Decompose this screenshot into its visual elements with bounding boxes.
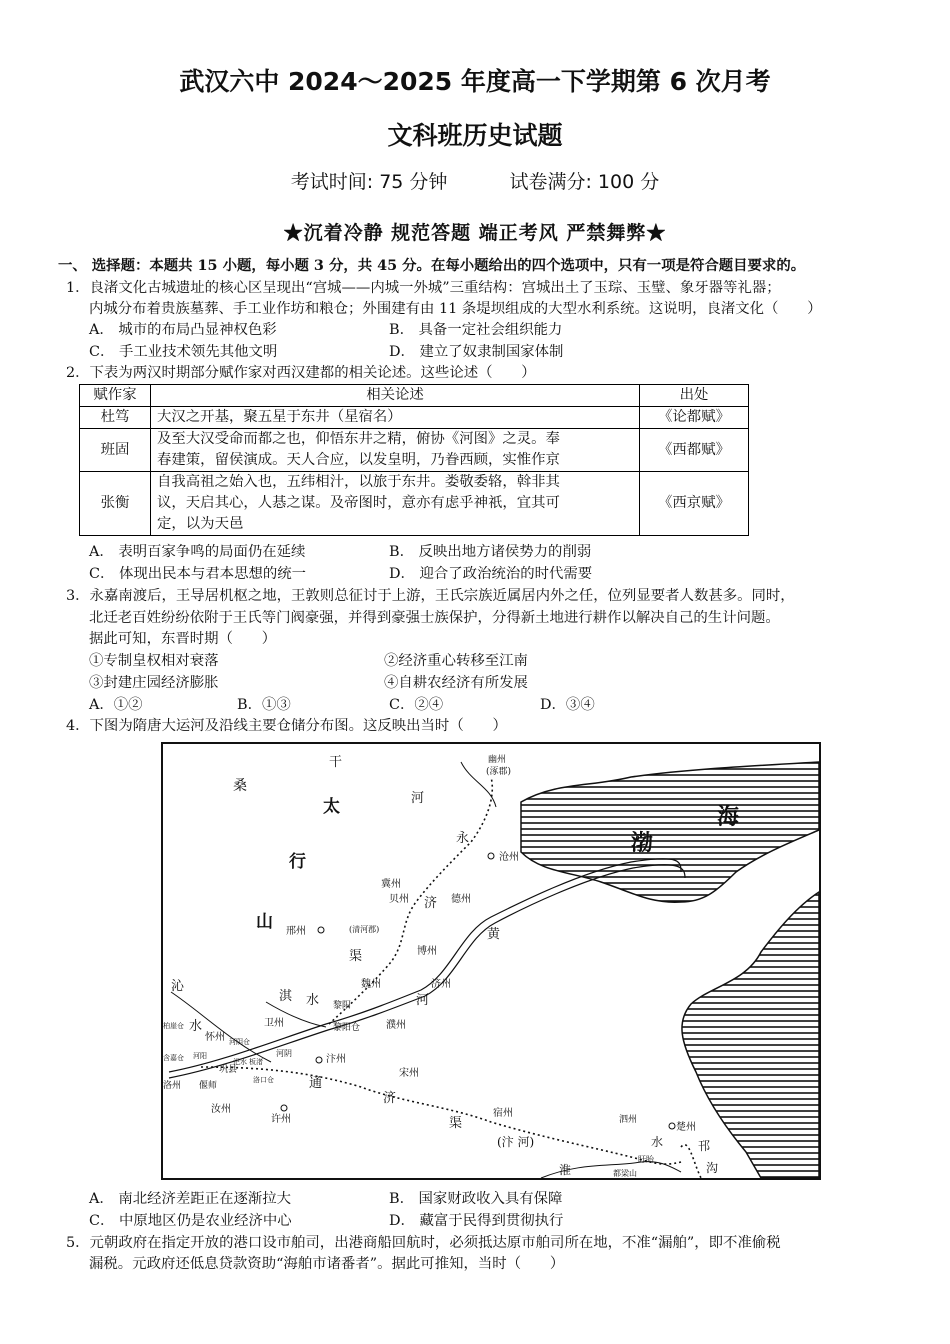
exam-motto: ★沉着冷静 规范答题 端正考风 严禁舞弊★ [283, 222, 667, 244]
q4-option-b[interactable]: B． 国家财政收入具有保障 [389, 1191, 563, 1207]
map-label: 含嘉仓 [163, 1054, 184, 1062]
q3-line2: 北迁老百姓纷纷依附于王氏等门阀豪强，并得到豪强士族保护，分得新土地进行耕作以解决自己的生计问题。 [89, 610, 780, 626]
map-label: 行 [289, 852, 306, 872]
map-label: 黎阳仓 [333, 1023, 361, 1033]
table-cell-author: 张衡 [80, 472, 151, 536]
map-label: 邢州 [286, 926, 306, 937]
map-label: 河阴 [276, 1049, 292, 1058]
q5-line2: 漏税。元政府还低息贷款资助“海舶市诸番者”。据此可推知，当时（ ） [89, 1256, 565, 1272]
map-label: 泗州 [619, 1115, 638, 1125]
grand-canal-map [161, 742, 821, 1180]
map-label: 淇 [279, 989, 293, 1004]
section-heading: 一、 选择题：本题共 15 小题，每小题 3 分，共 45 分。在每小题给出的四个选项中，只有一项是符合题目要求的。 [58, 257, 806, 274]
city-marker [318, 927, 324, 933]
table-cell-line: 定，以为天邑 [157, 516, 244, 532]
map-label: 魏州 [361, 979, 381, 990]
map-label: 幽州 [488, 755, 507, 765]
map-label: 汝州 [211, 1104, 231, 1115]
map-label: 沧州 [499, 852, 519, 863]
map-label: 山 [256, 912, 273, 932]
map-label: 河阴仓 [229, 1038, 250, 1046]
table-cell-author: 班固 [80, 429, 151, 472]
map-label: 德州 [451, 894, 471, 905]
map-svg [161, 742, 821, 1180]
map-label: 博州 [417, 946, 437, 957]
q1-option-d[interactable]: D． 建立了奴隶制国家体制 [389, 344, 564, 360]
map-label: 偃师 [199, 1081, 218, 1091]
table-cell-source: 《论都赋》 [640, 407, 749, 429]
city-marker [316, 1057, 322, 1063]
q3-item-4: ④自耕农经济有所发展 [384, 675, 528, 691]
q3-option-b[interactable]: B．①③ [237, 697, 291, 713]
city-marker [281, 1105, 287, 1111]
q1-option-a[interactable]: A． 城市的布局凸显神权色彩 [89, 322, 277, 338]
map-label: 河 [411, 791, 425, 806]
map-label: 渠 [349, 949, 363, 964]
map-label: 卫州 [264, 1018, 284, 1029]
table-header-row [80, 385, 749, 407]
map-label: 濮州 [386, 1020, 406, 1031]
q3-line3: 据此可知，东晋时期（ ） [89, 631, 277, 647]
map-label: 黄 [487, 927, 501, 942]
map-label: 邗 [698, 1139, 711, 1153]
map-label: 柏崖仓 [163, 1022, 184, 1030]
map-label: 海 [717, 804, 740, 830]
full-score: 试卷满分: 100 分 [509, 171, 660, 193]
q3-option-d[interactable]: D．③④ [540, 697, 595, 713]
city-marker [669, 1123, 675, 1129]
map-label: 水 [189, 1019, 203, 1034]
table-header: 相关论述 [151, 385, 640, 407]
map-label: 沁 [171, 979, 185, 994]
q2-option-b[interactable]: B． 反映出地方诸侯势力的削弱 [389, 544, 592, 560]
table-cell-line: 及至大汉受命而都之也，仰悟东井之精，俯协《河图》之灵。奉 [157, 431, 560, 447]
map-label: 渤 [631, 830, 654, 856]
table-row [80, 472, 749, 536]
city-marker [488, 853, 494, 859]
map-label: 楚州 [676, 1122, 696, 1133]
exam-title: 武汉六中 2024～2025 年度高一下学期第 6 次月考 [179, 67, 771, 96]
map-label: 通 [309, 1076, 323, 1091]
map-label: (清河郡) [349, 925, 380, 934]
map-label: 怀州 [205, 1032, 225, 1043]
table-cell-line: 春建策，留侯演成。天人合应，以发皇明，乃眷西顾，实惟作京 [157, 452, 560, 468]
exam-meta [0, 167, 950, 194]
q2-option-a[interactable]: A． 表明百家争鸣的局面仍在延续 [89, 544, 306, 560]
map-label: 沟 [706, 1161, 719, 1175]
table-cell-line: 大汉之开基，聚五星于东井（星宿名） [157, 409, 402, 425]
map-label: 太 [323, 797, 340, 817]
map-label: 板渚 [249, 1058, 263, 1066]
table-cell-source: 《西京赋》 [640, 472, 749, 536]
table-header: 出处 [640, 385, 749, 407]
map-label: 干 [329, 755, 343, 770]
exam-subtitle: 文科班历史试题 [387, 121, 563, 150]
q1-option-b[interactable]: B． 具备一定社会组织能力 [389, 322, 563, 338]
q2-option-d[interactable]: D． 迎合了政治统治的时代需要 [389, 566, 593, 582]
q3-item-3: ③封建庄园经济膨胀 [89, 675, 219, 691]
table-header: 赋作家 [80, 385, 151, 407]
table-cell-text [151, 407, 640, 429]
map-label: 济 [424, 896, 438, 911]
map-label: 河 [416, 993, 430, 1008]
map-label: (涿郡) [486, 767, 512, 777]
map-label: 宿州 [493, 1108, 513, 1119]
q4-option-c[interactable]: C． 中原地区仍是农业经济中心 [89, 1213, 292, 1229]
q1-line2: 内城分布着贵族墓葬、手工业作坊和粮仓；外围建有由 11 条堤坝组成的大型水利系统。这说明，良渚文化（ ） [89, 301, 822, 317]
table-cell-line: 自我高祖之始入也，五纬相汁，以旅于东井。娄敬委辂，斡非其 [157, 474, 560, 490]
map-label: 水 [306, 993, 320, 1008]
map-label: 贝州 [389, 894, 409, 905]
map-label: 河阳 [193, 1052, 207, 1060]
map-label: 水 [651, 1135, 664, 1149]
map-label: 盱眙 [638, 1155, 654, 1164]
table-row [80, 407, 749, 429]
map-label: 汜水 [233, 1058, 247, 1066]
table-cell-text [151, 429, 640, 472]
map-label: 巩县 [219, 1065, 238, 1075]
q3-item-2: ②经济重心转移至江南 [384, 653, 528, 669]
q3-option-c[interactable]: C．②④ [389, 697, 444, 713]
table-cell-author: 杜笃 [80, 407, 151, 429]
map-label: 冀州 [381, 879, 401, 890]
exam-time: 考试时间: 75 分钟 [290, 171, 448, 193]
map-label: 洛州 [163, 1081, 182, 1091]
table-row [80, 429, 749, 472]
map-label: 都梁山 [613, 1169, 637, 1178]
map-label: 汴州 [326, 1054, 346, 1065]
table-cell-line: 议，天启其心，人惎之谋。及帝图时，意亦有虑乎神祇，宜其可 [157, 495, 560, 511]
map-label: 许州 [271, 1114, 291, 1125]
q1-line1: 1．良渚文化古城遗址的核心区呈现出“宫城——内城一外城”三重结构：宫城出土了玉琮、玉璧、象牙器等礼器； [66, 280, 781, 296]
map-label: 永 [456, 831, 470, 846]
map-label: 渠 [449, 1116, 463, 1131]
table-cell-source: 《西都赋》 [640, 429, 749, 472]
q2-table [79, 384, 749, 536]
map-label: (汴 河) [497, 1135, 535, 1149]
q3-line1: 3．永嘉南渡后，王导居机枢之地，王敦则总征讨于上游，王氏宗族近属居内外之任，位列显要者人数甚多。同时， [66, 588, 795, 604]
map-label: 宋州 [399, 1068, 419, 1079]
q1-option-c[interactable]: C． 手工业技术领先其他文明 [89, 344, 278, 360]
table-cell-text [151, 472, 640, 536]
q5-line1: 5．元朝政府在指定开放的港口设市舶司，出港商船回航时，必须抵达原市舶司所在地，不准“漏舶”，即不准偷税 [66, 1235, 781, 1251]
q2-stem: 2．下表为两汉时期部分赋作家对西汉建都的相关论述。这些论述（ ） [66, 365, 536, 381]
map-label: 济 [383, 1091, 397, 1106]
q3-item-1: ①专制皇权相对衰落 [89, 653, 219, 669]
q4-option-d[interactable]: D． 藏富于民得到贯彻执行 [389, 1213, 564, 1229]
map-label: 洛口仓 [253, 1076, 274, 1084]
map-label: 桑 [233, 778, 247, 794]
map-label: 黎阳 [333, 1001, 352, 1011]
q3-option-a[interactable]: A．①② [89, 697, 143, 713]
q4-option-a[interactable]: A． 南北经济差距正在逐渐拉大 [89, 1191, 292, 1207]
q2-option-c[interactable]: C． 体现出民本与君本思想的统一 [89, 566, 307, 582]
map-label: 淮 [559, 1163, 572, 1177]
map-label: 济州 [431, 979, 451, 990]
q4-stem: 4．下图为隋唐大运河及沿线主要仓储分布图。这反映出当时（ ） [66, 718, 507, 734]
